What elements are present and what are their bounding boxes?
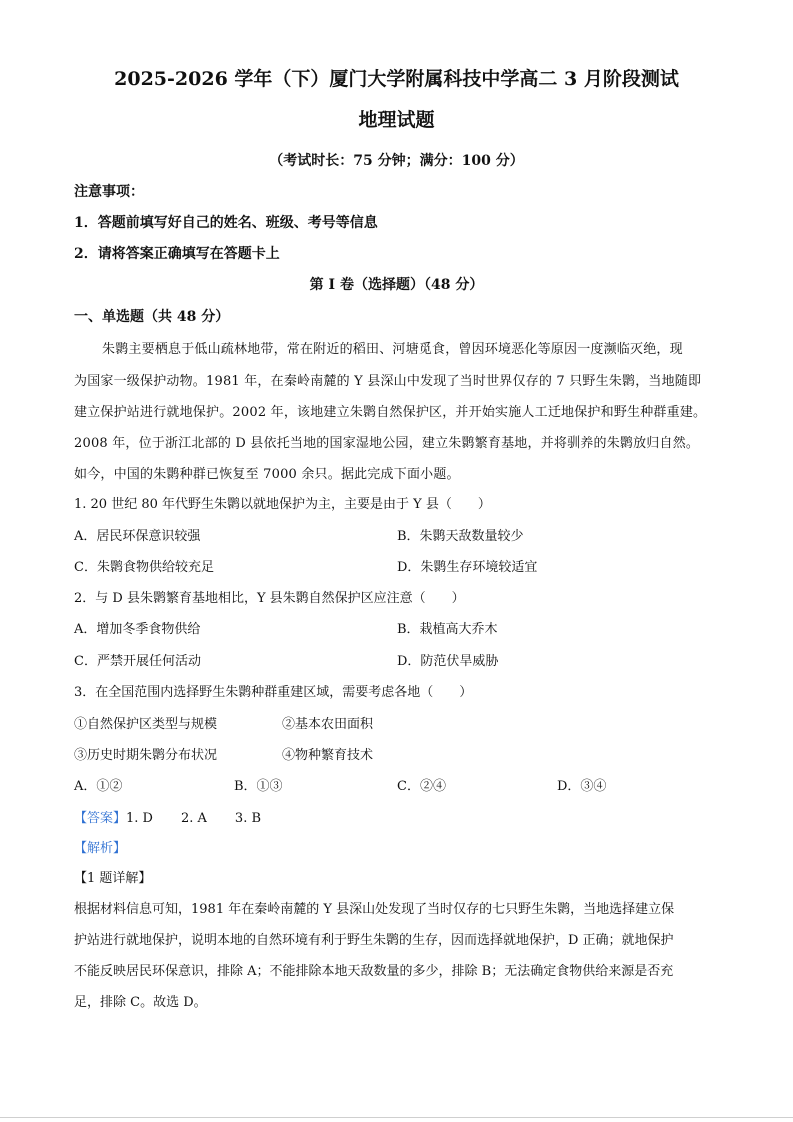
- part-title: 一、单选题（共 48 分）: [74, 309, 230, 325]
- option-b: B．①③: [234, 779, 283, 794]
- option-b: B．朱鹮天敌数量较少: [397, 529, 524, 544]
- detail-heading: 【1 题详解】: [74, 871, 152, 886]
- option-b: B．栽植高大乔木: [397, 622, 498, 637]
- option-d: D．③④: [557, 779, 607, 794]
- passage-line: 为国家一级保护动物。1981 年，在秦岭南麓的 Y 县深山中发现了当时世界仅存的 7 只野生朱鹮，当地随即: [74, 374, 702, 389]
- analysis-line: 护站进行就地保护，说明本地的自然环境有利于野生朱鹮的生存，因而选择就地保护，D 正确；就地保护: [74, 933, 674, 948]
- statement: ④物种繁育技术: [282, 748, 374, 763]
- option-a: A．居民环保意识较强: [74, 529, 201, 544]
- subject-title: 地理试题: [358, 109, 435, 131]
- option-c: C．②④: [397, 779, 446, 794]
- volume-title: 第 I 卷（选择题）（48 分）: [309, 277, 484, 293]
- answer-item: 1. D: [126, 811, 153, 826]
- answer-label: 【答案】: [74, 811, 127, 826]
- passage-line: 建立保护站进行就地保护。2002 年，该地建立朱鹮自然保护区，并开始实施人工迁地保护和野生种群重建。: [74, 405, 707, 420]
- statement: ①自然保护区类型与规模: [74, 717, 218, 732]
- analysis-label: 【解析】: [74, 841, 127, 856]
- passage-line: 朱鹮主要栖息于低山疏林地带，常在附近的稻田、河塘觅食，曾因环境恶化等原因一度濒临灭绝，现: [102, 342, 683, 357]
- option-a: A．增加冬季食物供给: [74, 622, 201, 637]
- option-d: D．防范伏旱威胁: [397, 654, 499, 669]
- notice-heading: 注意事项：: [74, 184, 144, 200]
- statement: ②基本农田面积: [282, 717, 374, 732]
- option-d: D．朱鹮生存环境较适宜: [397, 560, 538, 575]
- analysis-line: 足，排除 C。故选 D。: [74, 995, 207, 1010]
- answer-item: 3. B: [234, 811, 262, 826]
- notice-item: 1．答题前填写好自己的姓名、班级、考号等信息: [74, 215, 378, 231]
- answer-item: 2. A: [180, 811, 207, 826]
- passage-line: 2008 年，位于浙江北部的 D 县依托当地的国家湿地公园，建立朱鹮繁育基地，并将驯养的朱鹮放归自然。: [74, 436, 700, 451]
- question-stem: 2．与 D 县朱鹮繁育基地相比，Y 县朱鹮自然保护区应注意（ ）: [74, 591, 465, 606]
- passage-line: 如今，中国的朱鹮种群已恢复至 7000 余只。据此完成下面小题。: [74, 467, 460, 482]
- option-c: C．朱鹮食物供给较充足: [74, 560, 214, 575]
- answer-line: [74, 807, 261, 826]
- option-a: A．①②: [74, 779, 123, 794]
- question-stem: 1. 20 世纪 80 年代野生朱鹮以就地保护为主，主要是由于 Y 县（ ）: [74, 497, 491, 512]
- analysis-line: 不能反映居民环保意识，排除 A；不能排除本地天敌数量的多少，排除 B；无法确定食物供给来源是否充: [74, 964, 674, 979]
- option-c: C．严禁开展任何活动: [74, 654, 201, 669]
- analysis-line: 根据材料信息可知，1981 年在秦岭南麓的 Y 县深山处发现了当时仅存的七只野生朱鹮，当地选择建立保: [74, 902, 675, 917]
- exam-info: （考试时长：75 分钟；满分：100 分）: [269, 153, 524, 169]
- exam-title: 2025-2026 学年（下）厦门大学附属科技中学高二 3 月阶段测试: [114, 68, 679, 90]
- statement: ③历史时期朱鹮分布状况: [74, 748, 218, 763]
- page-bottom-divider: [0, 1117, 793, 1118]
- notice-item: 2．请将答案正确填写在答题卡上: [74, 246, 280, 262]
- question-stem: 3．在全国范围内选择野生朱鹮种群重建区域，需要考虑各地（ ）: [74, 685, 473, 700]
